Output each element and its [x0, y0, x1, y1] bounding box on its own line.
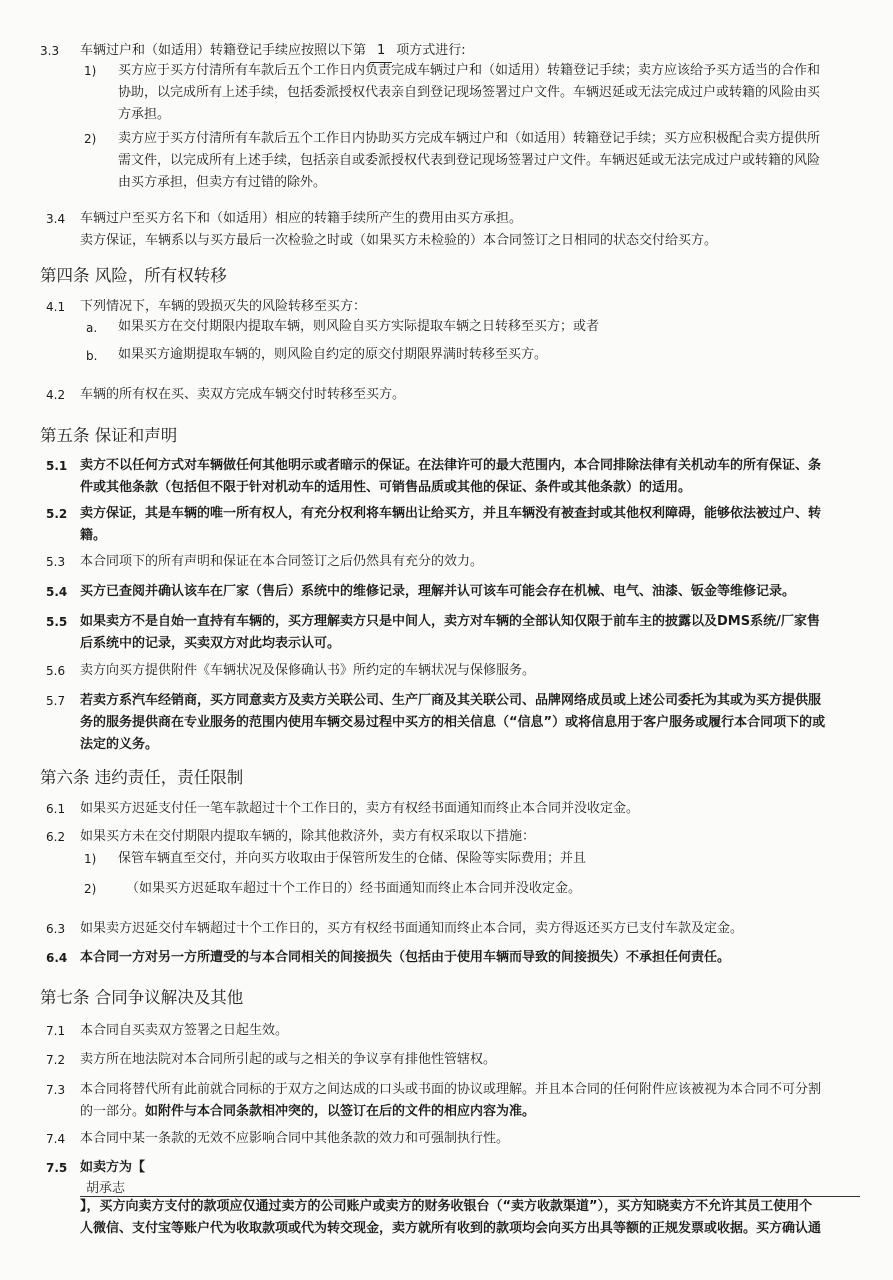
clause-7-3 — [80, 1079, 850, 1123]
clause-5-2 — [80, 503, 850, 547]
clause-line: 】，买方向卖方支付的款项应仅通过卖方的公司账户或卖方的财务收银台（“卖方收款渠道”），买方知晓卖方不允许其员工使用个 — [80, 1199, 813, 1214]
clause-number: 7.4 — [46, 1132, 66, 1146]
clause-6-4: 本合同一方对另一方所遭受的与本合同相关的间接损失（包括由于使用车辆而导致的间接损失）不承担任何责任。 — [80, 950, 731, 965]
section-heading: 第五条 保证和声明 — [40, 426, 178, 445]
clause-line: 卖方不以任何方式对车辆做任何其他明示或者暗示的保证。在法律许可的最大范围内，本合同排除法律有关机动车的所有保证、条 — [80, 458, 822, 473]
clause-line: 本合同将替代所有此前就合同标的于双方之间达成的口头或书面的协议或理解。并且本合同的任何附件应该被视为本合同不可分割 — [80, 1082, 822, 1097]
option-line: 由买方承担，但卖方有过错的除外。 — [118, 175, 327, 190]
option-number: 2) — [84, 132, 97, 146]
clause-number: 7.2 — [46, 1053, 66, 1067]
clause-5-4: 买方已查阅并确认该车在厂家（售后）系统中的维修记录，理解并认可该车可能会存在机械、电气、油漆、钣金等维修记录。 — [80, 584, 796, 599]
clause-number: 5.5 — [46, 615, 68, 629]
clause-number: 4.2 — [46, 388, 66, 402]
clause-line: 车辆过户至买方名下和（如适用）相应的转籍手续所产生的费用由买方承担。 — [80, 211, 523, 226]
clause-4-1-b: 如果买方逾期提取车辆的，则风险自约定的原交付期限界满时转移至买方。 — [118, 347, 548, 362]
option-line: 需文件，以完成所有上述手续，包括亲自或委派授权代表到登记现场签署过户文件。车辆迟延或无法完成过户或转籍的风险 — [118, 153, 821, 168]
clause-line: 籍。 — [80, 528, 107, 543]
clause-number: 3.3 — [40, 44, 60, 58]
option-line: 卖方应于买方付清所有车款后五个工作日内协助买方完成车辆过户和（如适用）转籍登记手续；买方应积极配合卖方提供所 — [118, 131, 821, 146]
clause-number: 7.1 — [46, 1024, 66, 1038]
clause-line: 务的服务提供商在专业服务的范围内使用车辆交易过程中买方的相关信息（“信息”）或将信息用于客户服务或履行本合同项下的或 — [80, 715, 826, 730]
clause-number: 5.2 — [46, 507, 68, 521]
clause-number: 6.4 — [46, 951, 68, 965]
clause-text: 项方式进行: — [396, 43, 466, 58]
clause-number: 5.6 — [46, 664, 66, 678]
fill-in-number: 1 — [370, 40, 392, 63]
clause-line: 卖方保证，其是车辆的唯一所有权人，有充分权利将车辆出让给买方，并且车辆没有被查封或其他权利障碍，能够依法被过户、转 — [80, 506, 822, 521]
clause-3-4 — [80, 208, 717, 252]
item-letter: a. — [86, 321, 98, 335]
clause-5-6: 卖方向买方提供附件《车辆状况及保修确认书》所约定的车辆状况与保修服务。 — [80, 663, 536, 678]
handwritten-name: 胡承志 — [86, 1181, 126, 1196]
clause-5-5 — [80, 611, 850, 655]
option-2 — [118, 128, 820, 194]
clause-number: 6.2 — [46, 830, 66, 844]
option-number: 1) — [84, 852, 97, 866]
option-1 — [118, 60, 820, 126]
clause-line: 人微信、支付宝等账户代为收取款项或代为转交现金，卖方就所有收到的款项均会向买方出具等额的正规发票或收据。买方确认通 — [80, 1221, 822, 1236]
option-number: 2) — [84, 882, 97, 896]
clause-4-1: 下列情况下，车辆的毁损灭失的风险转移至买方： — [80, 299, 367, 314]
clause-number: 7.5 — [46, 1161, 68, 1175]
clause-7-5: 如卖方为【 — [80, 1160, 146, 1175]
section-heading: 第六条 违约责任，责任限制 — [40, 768, 244, 787]
clause-number: 5.4 — [46, 585, 68, 599]
clause-line — [80, 1101, 850, 1123]
clause-text: 车辆过户和（如适用）转籍登记手续应按照以下第 — [80, 43, 367, 58]
clause-6-2-2: （如果买方迟延取车超过十个工作日的）经书面通知而终止本合同并没收定金。 — [126, 881, 582, 896]
clause-number: 5.1 — [46, 459, 68, 473]
clause-7-2: 卖方所在地法院对本合同所引起的或与之相关的争议享有排他性管辖权。 — [80, 1052, 497, 1067]
clause-line: 法定的义务。 — [80, 737, 159, 752]
option-number: 1) — [84, 64, 97, 78]
clause-7-5-body — [80, 1196, 870, 1240]
clause-6-1: 如果买方迟延支付任一笔车款超过十个工作日的，卖方有权经书面通知而终止本合同并没收定金。 — [80, 801, 640, 816]
clause-number: 7.3 — [46, 1083, 66, 1097]
section-heading: 第四条 风险，所有权转移 — [40, 266, 227, 285]
clause-6-3: 如果卖方迟延交付车辆超过十个工作日的，买方有权经书面通知而终止本合同，卖方得返还买方已支付车款及定金。 — [80, 921, 744, 936]
clause-7-1: 本合同自买卖双方签署之日起生效。 — [80, 1023, 289, 1038]
clause-4-1-a: 如果买方在交付期限内提取车辆，则风险自买方实际提取车辆之日转移至买方；或者 — [118, 319, 600, 334]
clause-line: 若卖方系汽车经销商，买方同意卖方及卖方关联公司、生产厂商及其关联公司、品牌网络成员或上述公司委托为其或为买方提供服 — [80, 693, 822, 708]
clause-line: 件或其他条款（包括但不限于针对机动车的适用性、可销售品质或其他的保证、条件或其他条款）的适用。 — [80, 480, 692, 495]
clause-6-2-1: 保管车辆直至交付，并向买方收取由于保管所发生的仓储、保险等实际费用；并且 — [118, 851, 587, 866]
clause-line: 如果卖方不是自始一直持有车辆的，买方理解卖方只是中间人，卖方对车辆的全部认知仅限于前车主的披露以及DMS系统/厂家售 — [80, 614, 820, 629]
option-line: 买方应于买方付清所有车款后五个工作日内负责完成车辆过户和（如适用）转籍登记手续；卖方应该给予买方适当的合作和 — [118, 63, 821, 78]
clause-number: 4.1 — [46, 300, 66, 314]
clause-number: 6.3 — [46, 922, 66, 936]
item-letter: b. — [86, 349, 98, 363]
clause-5-7 — [80, 690, 850, 756]
clause-5-3: 本合同项下的所有声明和保证在本合同签订之后仍然具有充分的效力。 — [80, 554, 484, 569]
clause-line: 后系统中的记录，买卖双方对此均表示认可。 — [80, 636, 341, 651]
clause-4-2: 车辆的所有权在买、卖双方完成车辆交付时转移至买方。 — [80, 387, 406, 402]
clause-line: 卖方保证，车辆系以与买方最后一次检验之时或（如果买方未检验的）本合同签订之日相同的状态交付给买方。 — [80, 233, 718, 248]
clause-number: 6.1 — [46, 802, 66, 816]
clause-number: 5.3 — [46, 555, 66, 569]
clause-number: 3.4 — [46, 212, 66, 226]
section-heading: 第七条 合同争议解决及其他 — [40, 988, 244, 1007]
clause-7-4: 本合同中某一条款的无效不应影响合同中其他条款的效力和可强制执行性。 — [80, 1131, 510, 1146]
option-line: 方承担。 — [118, 107, 171, 122]
clause-number: 5.7 — [46, 694, 66, 708]
clause-text: 的一部分。 — [80, 1104, 146, 1119]
clause-text-bold: 如附件与本合同条款相冲突的，以签订在后的文件的相应内容为准。 — [145, 1104, 536, 1119]
option-line: 协助，以完成所有上述手续，包括委派授权代表亲自到登记现场签署过户文件。车辆迟延或无法完成过户或转籍的风险由买 — [118, 85, 821, 100]
clause-6-2: 如果买方未在交付期限内提取车辆的，除其他救济外，卖方有权采取以下措施： — [80, 829, 536, 844]
clause-5-1 — [80, 455, 850, 499]
